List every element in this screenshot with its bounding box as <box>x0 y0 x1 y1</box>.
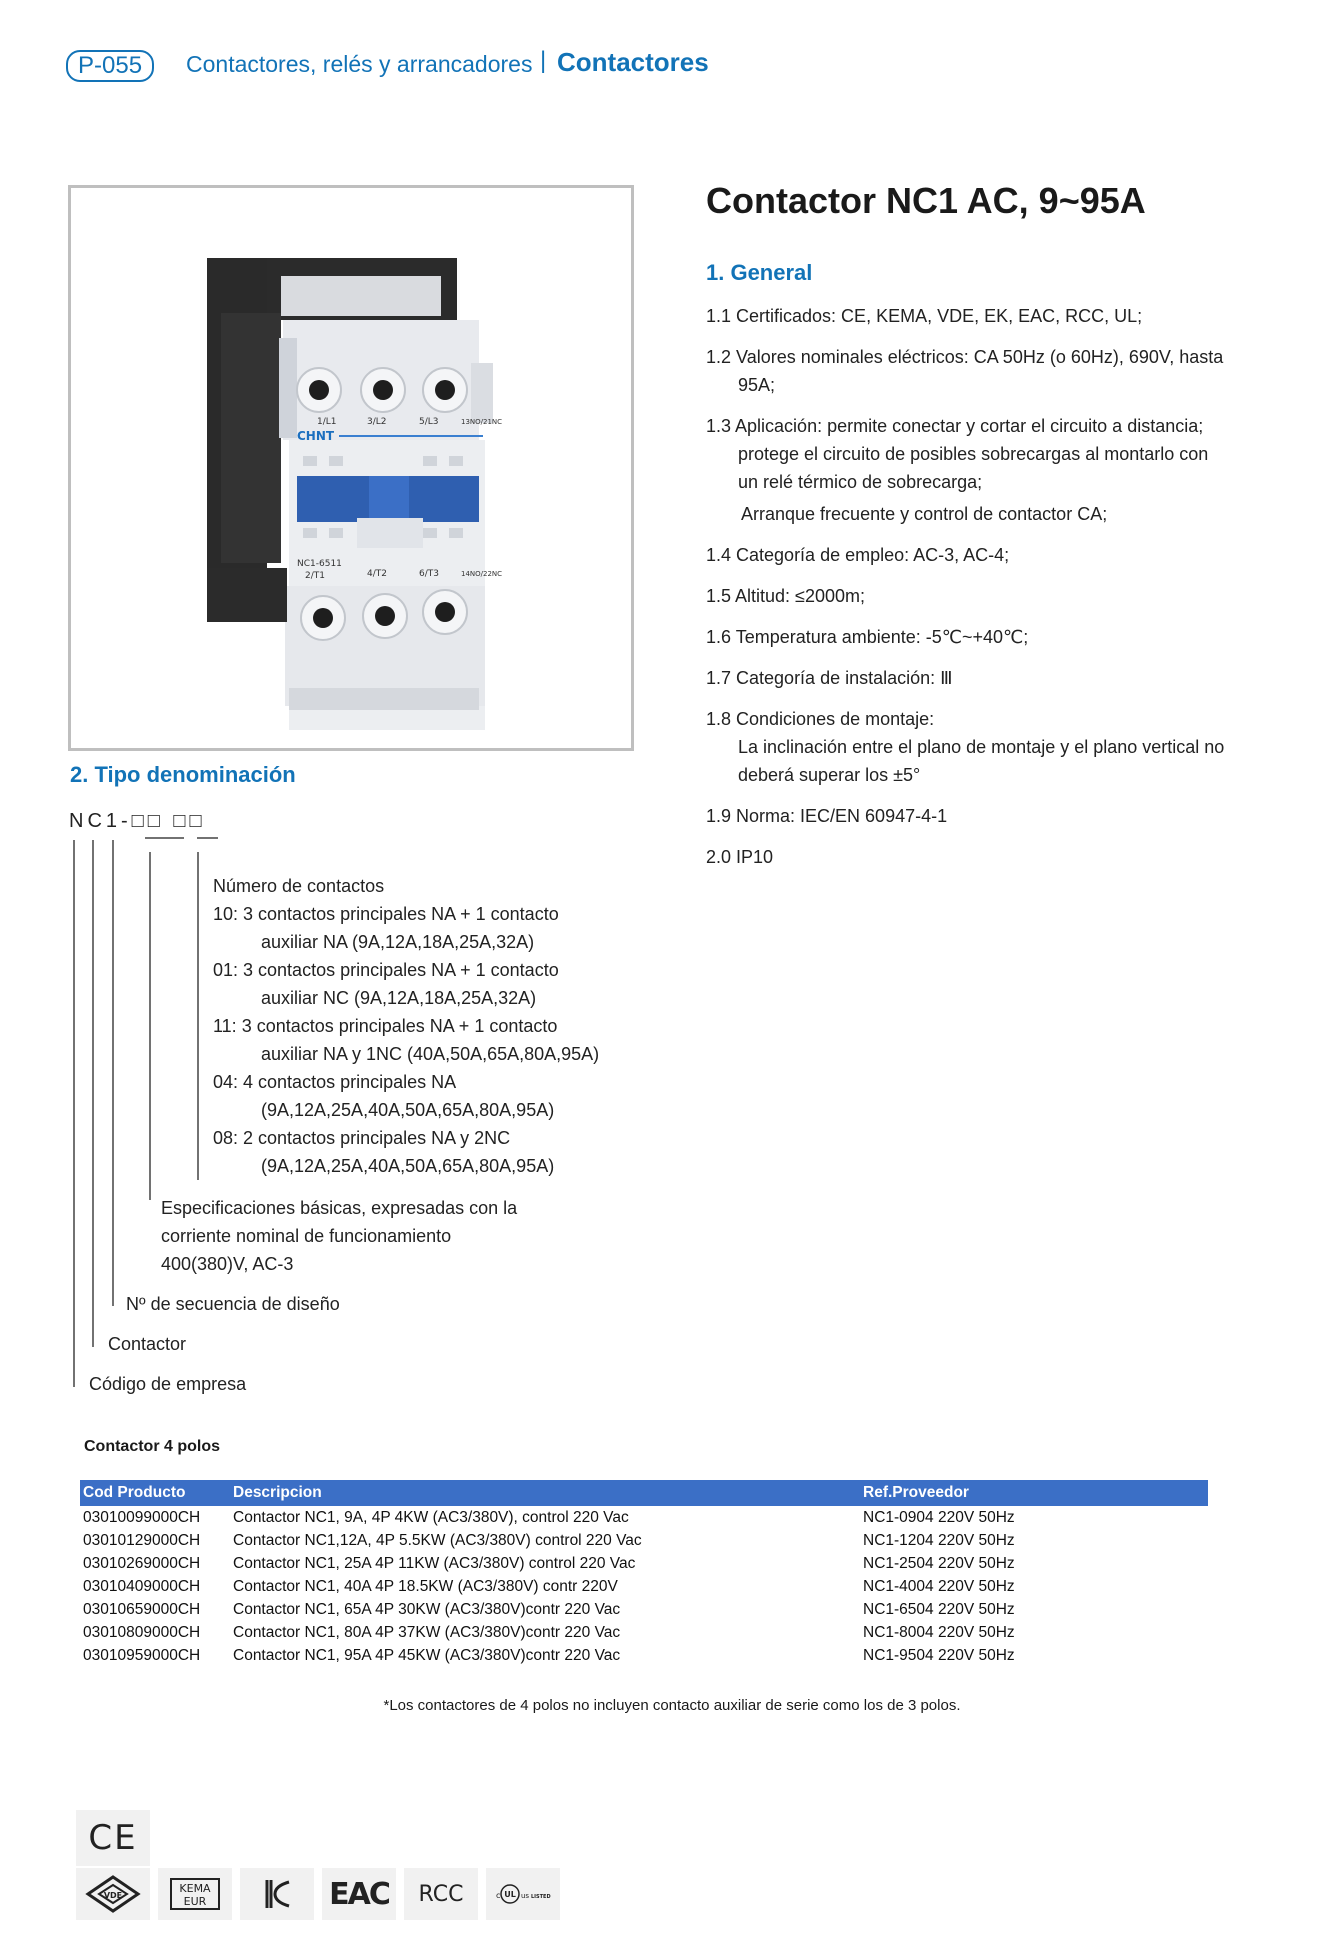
contact-option-code: 01: 3 contactos principales NA + 1 contacto <box>213 960 559 980</box>
spec-line: 1.9 Norma: IEC/EN 60947-4-1 <box>706 806 948 826</box>
product-description: Contactor NC1, 95A 4P 45KW (AC3/380V)contr 220 Vac <box>233 1646 621 1664</box>
rcc-mark-icon <box>404 1868 478 1920</box>
contact-option-code: 10: 3 contactos principales NA + 1 contacto <box>213 904 559 924</box>
product-code: 03010659000CH <box>83 1600 201 1618</box>
vde-mark-text: VDE <box>103 1891 123 1900</box>
spec-line: 1.8 Condiciones de montaje: <box>706 709 935 729</box>
spec-line: 2.0 IP10 <box>706 847 774 867</box>
specs-line: corriente nominal de funcionamiento <box>161 1226 452 1246</box>
spec-item <box>706 412 1296 528</box>
terminal-label-top: 3/L2 <box>367 417 387 427</box>
table-footnote: *Los contactores de 4 polos no incluyen contacto auxiliar de serie como los de 3 polos. <box>383 1697 961 1714</box>
spec-item <box>706 302 1296 330</box>
ce-mark-text: CE <box>88 1818 138 1858</box>
product-title: Contactor NC1 AC, 9~95A <box>706 180 1146 221</box>
sequence-legend: Nº de secuencia de diseño <box>126 1294 340 1314</box>
contact-option-detail: auxiliar NC (9A,12A,18A,25A,32A) <box>261 988 537 1008</box>
kema-mark-text: KEMA <box>179 1882 211 1895</box>
supplier-ref: NC1-2504 220V 50Hz <box>863 1554 1015 1572</box>
product-code: 03010959000CH <box>83 1646 201 1664</box>
contactor-legend: Contactor <box>108 1334 187 1354</box>
kema-mark-text: EUR <box>183 1895 207 1908</box>
ul-mark-text: us <box>521 1892 530 1900</box>
table-row <box>80 1575 1208 1598</box>
table-caption: Contactor 4 polos <box>84 1438 221 1455</box>
contacts-heading: Número de contactos <box>213 876 385 896</box>
product-code: 03010269000CH <box>83 1554 201 1572</box>
terminal-label-top: 5/L3 <box>419 417 439 427</box>
spec-item <box>706 843 1296 871</box>
spec-line: 1.7 Categoría de instalación: Ⅲ <box>706 668 953 688</box>
product-code: 03010809000CH <box>83 1623 201 1641</box>
terminal-label-top: 1/L1 <box>317 417 337 427</box>
kc-mark-icon <box>240 1868 314 1920</box>
column-header: Cod Producto <box>80 1480 230 1506</box>
ul-mark-text: UL <box>504 1890 516 1899</box>
spec-line: 1.5 Altitud: ≤2000m; <box>706 586 865 606</box>
general-spec-list <box>706 302 1296 884</box>
terminal-label-top: 13NO/21NC <box>461 418 503 426</box>
spec-item <box>706 541 1296 569</box>
designation-leader-lines <box>0 0 700 1400</box>
product-description: Contactor NC1, 9A, 4P 4KW (AC3/380V), control 220 Vac <box>233 1508 629 1526</box>
contact-option-detail: auxiliar NA y 1NC (40A,50A,65A,80A,95A) <box>261 1044 600 1064</box>
page-code: P-055 <box>66 50 154 82</box>
rcc-mark-text: RCC <box>418 1881 464 1907</box>
brand-logo: CHNT <box>297 429 335 443</box>
contact-option-detail: auxiliar NA (9A,12A,18A,25A,32A) <box>261 932 535 952</box>
contact-option-detail: (9A,12A,25A,40A,50A,65A,80A,95A) <box>261 1100 555 1120</box>
spec-line: 1.6 Temperatura ambiente: -5℃~+40℃; <box>706 627 1029 647</box>
table-row <box>80 1598 1208 1621</box>
product-description: Contactor NC1, 40A 4P 18.5KW (AC3/380V) contr 220V <box>233 1577 618 1595</box>
spec-line: Arranque frecuente y control de contactor CA; <box>741 504 1108 524</box>
spec-line: 95A; <box>738 375 776 395</box>
terminal-label-bottom: 6/T3 <box>419 569 439 579</box>
model-label: NC1-6511 <box>297 559 342 569</box>
product-code: 03010409000CH <box>83 1577 201 1595</box>
terminal-label-bottom: 4/T2 <box>367 569 387 579</box>
specs-line: 400(380)V, AC-3 <box>161 1254 294 1274</box>
breadcrumb[interactable]: Contactores, relés y arrancadores <box>186 51 533 77</box>
breadcrumb-separator: | <box>540 47 547 74</box>
product-description: Contactor NC1, 65A 4P 30KW (AC3/380V)contr 220 Vac <box>233 1600 621 1618</box>
product-code: 03010129000CH <box>83 1531 201 1549</box>
ce-mark-icon <box>76 1810 150 1866</box>
product-description: Contactor NC1, 25A 4P 11KW (AC3/380V) control 220 Vac <box>233 1554 636 1572</box>
contact-option-detail: (9A,12A,25A,40A,50A,65A,80A,95A) <box>261 1156 555 1176</box>
spec-line: 1.3 Aplicación: permite conectar y cortar el circuito a distancia; <box>706 416 1204 436</box>
spec-line: un relé térmico de sobrecarga; <box>738 472 983 492</box>
ul-mark-text: c <box>496 1891 501 1900</box>
spec-line: La inclinación entre el plano de montaje y el plano vertical no <box>738 737 1225 757</box>
contacts-legend <box>213 872 599 1180</box>
supplier-ref: NC1-6504 220V 50Hz <box>863 1600 1015 1618</box>
contact-option-code: 04: 4 contactos principales NA <box>213 1072 457 1092</box>
company-code-legend: Código de empresa <box>89 1374 247 1394</box>
contact-option-code: 11: 3 contactos principales NA + 1 contacto <box>213 1016 558 1036</box>
ul-listed-mark-icon <box>486 1868 560 1920</box>
supplier-ref: NC1-0904 220V 50Hz <box>863 1508 1015 1526</box>
table-row <box>80 1506 1208 1529</box>
table-row <box>80 1644 1208 1667</box>
column-header: Descripcion <box>230 1480 860 1506</box>
spec-item <box>706 623 1296 651</box>
spec-item <box>706 705 1296 789</box>
spec-item <box>706 664 1296 692</box>
product-description: Contactor NC1, 80A 4P 37KW (AC3/380V)contr 220 Vac <box>233 1623 621 1641</box>
table-row <box>80 1529 1208 1552</box>
product-code: 03010099000CH <box>83 1508 201 1526</box>
table-row <box>80 1621 1208 1644</box>
specs-line: Especificaciones básicas, expresadas con la <box>161 1198 518 1218</box>
spec-line: deberá superar los ±5° <box>738 765 921 785</box>
spec-line: protege el circuito de posibles sobrecargas al montarlo con <box>738 444 1209 464</box>
supplier-ref: NC1-9504 220V 50Hz <box>863 1646 1015 1664</box>
terminal-label-bottom: 2/T1 <box>305 571 325 581</box>
supplier-ref: NC1-4004 220V 50Hz <box>863 1577 1015 1595</box>
eac-mark-icon <box>322 1868 396 1920</box>
spec-item <box>706 582 1296 610</box>
supplier-ref: NC1-1204 220V 50Hz <box>863 1531 1015 1549</box>
type-designation-heading: 2. Tipo denominación <box>70 762 296 787</box>
specs-legend <box>161 1194 517 1278</box>
spec-item <box>706 802 1296 830</box>
supplier-ref: NC1-8004 220V 50Hz <box>863 1623 1015 1641</box>
table-row <box>80 1552 1208 1575</box>
terminal-label-bottom: 14NO/22NC <box>461 570 503 578</box>
spec-item <box>706 343 1296 399</box>
spec-line: 1.1 Certificados: CE, KEMA, VDE, EK, EAC, RCC, UL; <box>706 306 1143 326</box>
column-header: Ref.Proveedor <box>860 1480 1208 1506</box>
table-header-row <box>80 1480 1208 1506</box>
ul-mark-text: LISTED <box>531 1894 551 1900</box>
spec-line: 1.4 Categoría de empleo: AC-3, AC-4; <box>706 545 1010 565</box>
kema-mark-icon <box>158 1868 232 1920</box>
general-heading: 1. General <box>706 260 813 285</box>
product-description: Contactor NC1,12A, 4P 5.5KW (AC3/380V) control 220 Vac <box>233 1531 642 1549</box>
type-code: NC1-□□ □□ <box>69 810 206 832</box>
vde-mark-icon <box>76 1868 150 1920</box>
spec-line: 1.2 Valores nominales eléctricos: CA 50Hz (o 60Hz), 690V, hasta <box>706 347 1224 367</box>
section-title: Contactores <box>557 47 709 77</box>
contact-option-code: 08: 2 contactos principales NA y 2NC <box>213 1128 511 1148</box>
eac-mark-text: EAC <box>329 1876 389 1912</box>
product-table <box>80 1480 1208 1667</box>
